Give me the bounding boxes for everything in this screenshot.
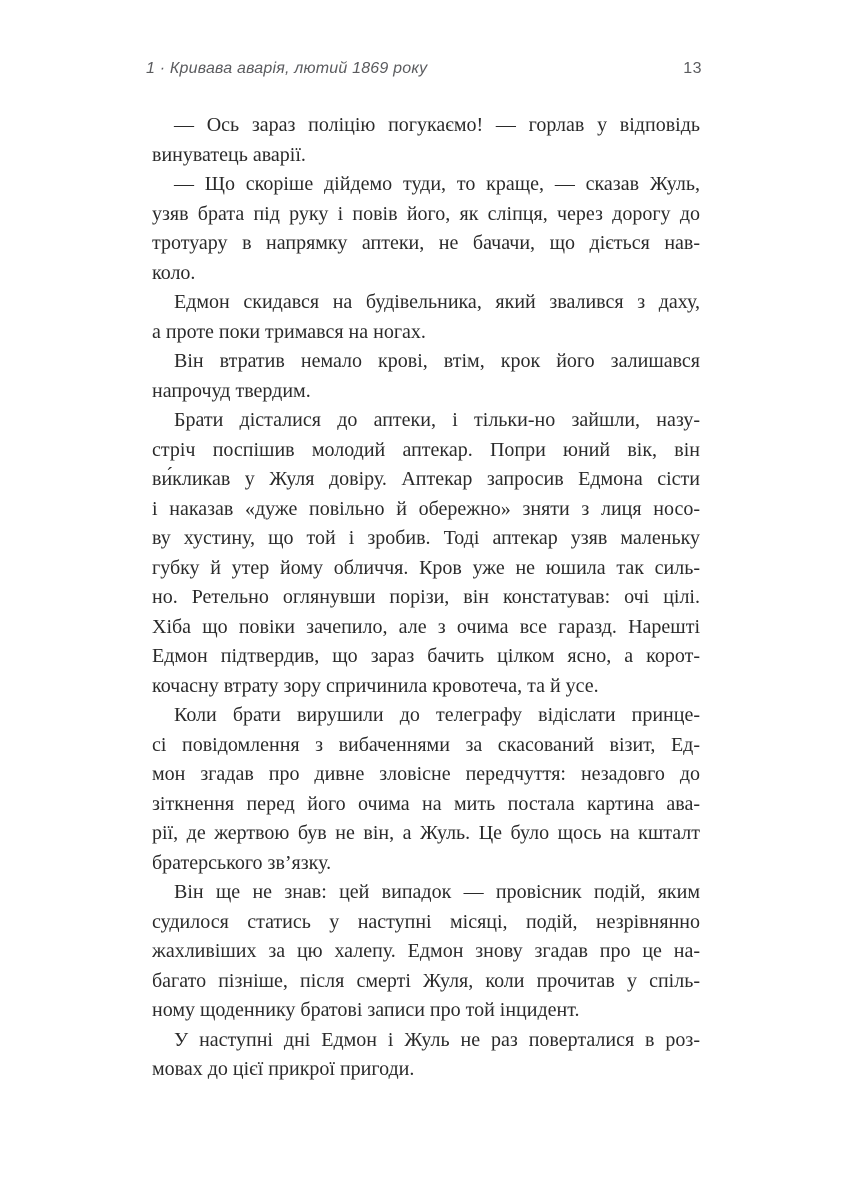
text-line: Він ще не знав: цей випадок — провісник подій, яким xyxy=(174,881,700,903)
text-line: мон згадав про дивне зловісне передчуття: незадовго до xyxy=(152,763,700,785)
text-line: стріч поспішив молодий аптекар. Попри юний вік, він xyxy=(152,438,700,461)
text-line: кочасну втрату зору спричинила кровотеча, та й усе. xyxy=(152,674,599,697)
text-line: жахливіших за цю халепу. Едмон знову згадав про це на- xyxy=(152,940,700,962)
paragraph xyxy=(152,878,700,1026)
text-line: напрочуд твердим. xyxy=(152,379,311,402)
text-line: тротуару в напрямку аптеки, не бачачи, що діється нав- xyxy=(152,232,700,254)
text-line: Едмон скидався на будівельника, який звалився з даху, xyxy=(174,291,700,313)
text-line: губку й утер йому обличчя. Кров уже не юшила так силь- xyxy=(152,556,700,579)
paragraph xyxy=(152,288,700,347)
text-line: но. Ретельно оглянувши порізи, він констатував: очі цілі. xyxy=(152,586,700,608)
text-line: Коли брати вирушили до телеграфу відіслати принце- xyxy=(174,704,700,726)
running-head-chapter: 1 · Кривава аварія, лютий 1869 року xyxy=(146,60,428,77)
text-line: сі повідомлення з вибаченнями за скасований візит, Ед- xyxy=(152,733,700,756)
text-line: а проте поки тримався на ногах. xyxy=(152,320,426,343)
text-line: зіткнення перед його очима на мить постала картина ава- xyxy=(152,792,700,815)
text-line: коло. xyxy=(152,261,196,284)
text-line: Хіба що повіки зачепило, але з очима все гаразд. Нарешті xyxy=(152,615,700,638)
text-line: — Що скоріше дійдемо туди, то краще, — сказав Жуль, xyxy=(174,173,700,195)
text-line: Брати дісталися до аптеки, і тільки-но зайшли, назу- xyxy=(174,409,700,431)
text-line: узяв брата під руку і повів його, як сліпця, через дорогу до xyxy=(152,202,700,225)
text-line: рії, де жертвою був не він, а Жуль. Це було щось на кшталт xyxy=(152,822,700,844)
text-line: братерського зв’язку. xyxy=(152,851,332,874)
paragraph xyxy=(152,111,700,170)
text-line: ву хустину, що той і зробив. Тоді аптекар узяв маленьку xyxy=(152,527,700,549)
text-line: Він втратив немало крові, втім, крок його залишався xyxy=(174,350,700,372)
paragraph xyxy=(152,406,700,701)
text-line: мовах до цієї прикрої пригоди. xyxy=(152,1058,415,1080)
text-line: винуватець аварії. xyxy=(152,143,306,166)
text-line: Едмон підтвердив, що зараз бачить цілком ясно, а корот- xyxy=(152,645,700,667)
text-line: судилося статись у наступні місяці, подій, незрівнянно xyxy=(152,910,700,933)
text-line: багато пізніше, після смерті Жуля, коли прочитав у спіль- xyxy=(152,969,700,992)
text-line: У наступні дні Едмон і Жуль не раз поверталися в роз- xyxy=(174,1028,700,1051)
text-line: — Ось зараз поліцію погукаємо! — горлав у відповідь xyxy=(174,114,700,136)
text-line: ному щоденнику братові записи про той інцидент. xyxy=(152,999,580,1021)
text-line: ви́кликав у Жуля довіру. Аптекар запросив Едмона сісти xyxy=(152,468,700,490)
page-header xyxy=(146,60,702,78)
paragraph xyxy=(152,347,700,406)
paragraph xyxy=(152,1026,700,1085)
paragraph xyxy=(152,170,700,288)
page-body xyxy=(152,111,700,1085)
page-number: 13 xyxy=(683,60,702,77)
text-line: і наказав «дуже повільно й обережно» зняти з лиця носо- xyxy=(152,497,700,520)
paragraph xyxy=(152,701,700,878)
